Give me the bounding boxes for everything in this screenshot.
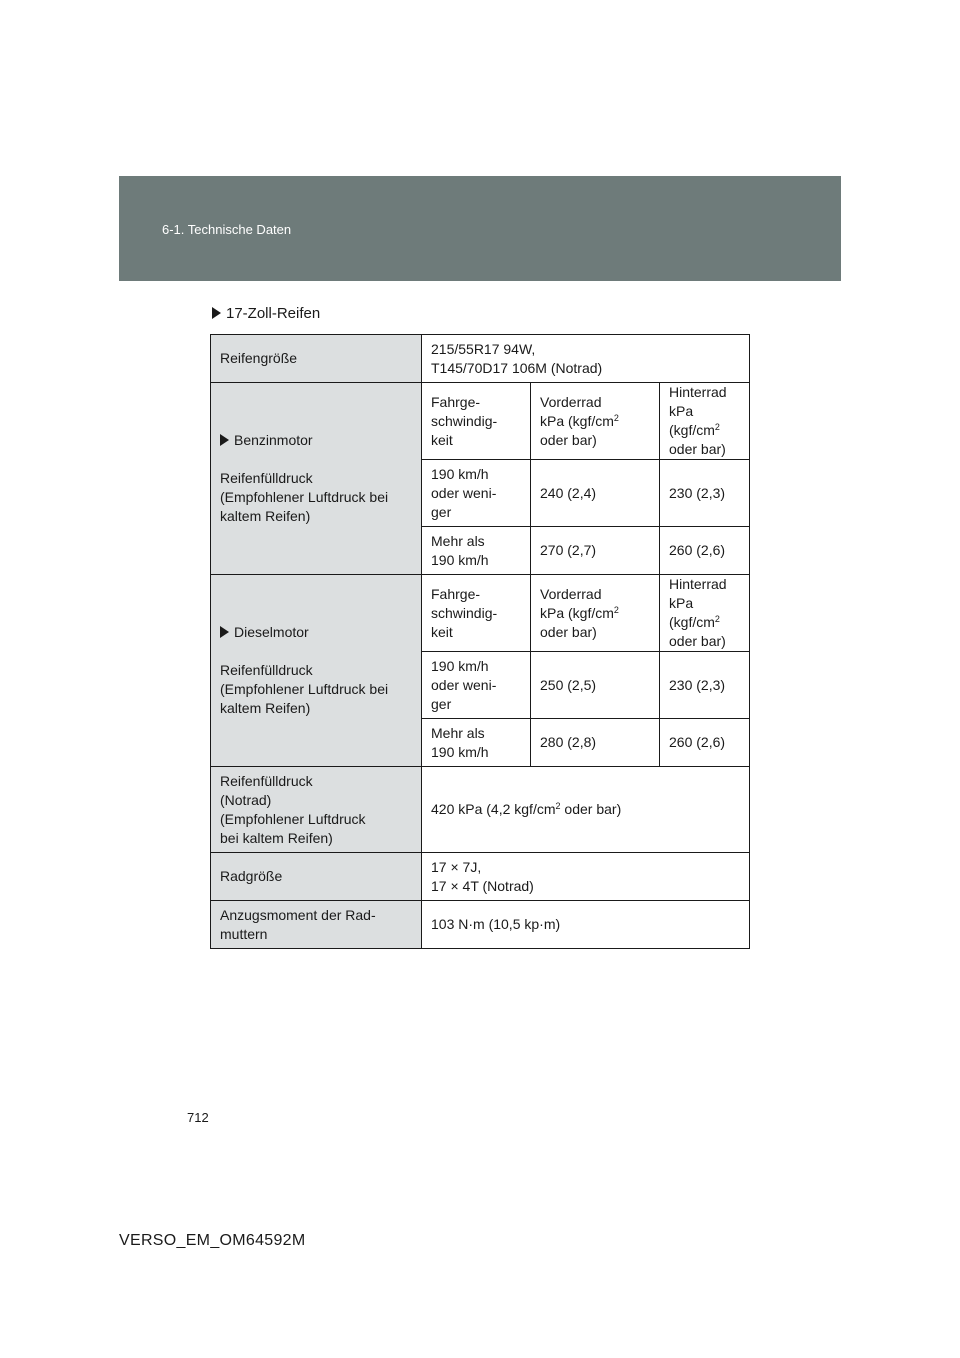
- speed-line: oder weni-: [431, 676, 497, 693]
- tire-size-label: Reifengröße: [211, 335, 422, 383]
- front-header-text: kPa (kgf/cm: [540, 604, 614, 621]
- petrol-label-line: (Empfohlener Luftdruck bei: [220, 489, 389, 505]
- spare-label-line: Reifenfülldruck: [220, 772, 313, 789]
- speed-cell: [422, 719, 531, 767]
- rear-header-line: oder bar): [669, 633, 726, 649]
- page-number: 712: [187, 1110, 209, 1125]
- superscript: 2: [555, 801, 561, 811]
- front-header-line: Vorderrad: [540, 585, 602, 602]
- speed-header: [422, 575, 531, 652]
- front-pressure: 270 (2,7): [531, 527, 660, 575]
- torque-label-line: Anzugsmoment der Rad-: [220, 906, 376, 923]
- subheading-text: 17-Zoll-Reifen: [226, 305, 321, 322]
- row-torque: [211, 901, 750, 949]
- rear-header-line: Hinterrad: [669, 384, 727, 400]
- speed-header-line: Fahrge-: [431, 585, 481, 602]
- front-header: [531, 383, 660, 460]
- front-header-text: kPa (kgf/cm: [540, 412, 614, 429]
- speed-line: oder weni-: [431, 484, 497, 501]
- speed-header-line: schwindig-: [431, 604, 498, 621]
- header-band: [119, 176, 841, 281]
- speed-header-line: schwindig-: [431, 412, 498, 429]
- front-header-line: oder bar): [540, 623, 597, 640]
- speed-line: ger: [431, 695, 452, 712]
- rear-pressure: 260 (2,6): [660, 719, 750, 767]
- speed-cell: [422, 527, 531, 575]
- speed-header-line: keit: [431, 623, 453, 640]
- wheel-size-line1: 17 × 7J,: [431, 858, 482, 875]
- rear-header: [660, 575, 750, 652]
- document-code: VERSO_EM_OM64592M: [119, 1232, 306, 1249]
- wheel-size-line2: 17 × 4T (Notrad): [431, 877, 534, 894]
- speed-header-line: Fahrge-: [431, 393, 481, 410]
- speed-line: 190 km/h: [431, 551, 489, 568]
- speed-cell: [422, 652, 531, 719]
- rear-header-text: kPa (kgf/cm: [669, 403, 715, 438]
- triangle-arrow-icon: [220, 434, 229, 446]
- diesel-label-line: kaltem Reifen): [220, 700, 311, 716]
- tire-size-value: [422, 335, 750, 383]
- triangle-arrow-icon: [212, 307, 221, 319]
- tire-size-line2: T145/70D17 106M (Notrad): [431, 359, 603, 376]
- petrol-label: [211, 383, 422, 575]
- petrol-engine: [220, 431, 412, 450]
- petrol-engine-text: Benzinmotor: [234, 432, 313, 448]
- superscript: 2: [613, 412, 619, 423]
- spare-label: [211, 767, 422, 853]
- row-spare-pressure: [211, 767, 750, 853]
- row-diesel-head: [211, 575, 750, 652]
- tire-spec-table: [210, 334, 750, 949]
- front-header-line: oder bar): [540, 431, 597, 448]
- row-wheel-size: [211, 853, 750, 901]
- rear-header: [660, 383, 750, 460]
- front-header-line: [540, 412, 650, 431]
- spare-label-line: (Notrad): [220, 791, 272, 808]
- torque-value: 103 N·m (10,5 kp·m): [422, 901, 750, 949]
- superscript: 2: [613, 604, 619, 615]
- petrol-label-line: kaltem Reifen): [220, 508, 311, 524]
- diesel-label-line: (Empfohlener Luftdruck bei: [220, 681, 389, 697]
- subheading: [212, 305, 320, 322]
- superscript: 2: [714, 422, 720, 432]
- superscript: 2: [714, 614, 720, 624]
- diesel-label: [211, 575, 422, 767]
- rear-header-line: [669, 402, 740, 440]
- rear-pressure: 230 (2,3): [660, 652, 750, 719]
- rear-header-line: oder bar): [669, 441, 726, 457]
- triangle-arrow-icon: [220, 626, 229, 638]
- front-pressure: 250 (2,5): [531, 652, 660, 719]
- rear-pressure: 260 (2,6): [660, 527, 750, 575]
- diesel-engine-text: Dieselmotor: [234, 624, 309, 640]
- speed-line: 190 km/h: [431, 465, 489, 482]
- row-petrol-head: [211, 383, 750, 460]
- speed-line: 190 km/h: [431, 743, 489, 760]
- spare-value: [422, 767, 750, 853]
- front-header-line: [540, 604, 650, 623]
- spare-label-line: (Empfohlener Luftdruck: [220, 810, 366, 827]
- speed-line: Mehr als: [431, 724, 485, 741]
- diesel-engine: [220, 623, 412, 642]
- rear-header-line: Hinterrad: [669, 576, 727, 592]
- spare-value-suffix: oder bar): [560, 801, 622, 817]
- rear-header-line: [669, 594, 740, 632]
- wheel-size-value: [422, 853, 750, 901]
- rear-header-text: kPa (kgf/cm: [669, 595, 715, 630]
- speed-header: [422, 383, 531, 460]
- rear-pressure: 230 (2,3): [660, 460, 750, 527]
- torque-label: [211, 901, 422, 949]
- petrol-label-line: Reifenfülldruck: [220, 470, 313, 486]
- row-tire-size: [211, 335, 750, 383]
- spare-value-text: 420 kPa (4,2 kgf/cm: [431, 801, 556, 817]
- speed-line: 190 km/h: [431, 657, 489, 674]
- spare-label-line: bei kaltem Reifen): [220, 829, 333, 846]
- tire-size-line1: 215/55R17 94W,: [431, 340, 536, 357]
- section-title: 6-1. Technische Daten: [162, 222, 292, 237]
- front-header: [531, 575, 660, 652]
- torque-label-line: muttern: [220, 925, 268, 942]
- wheel-size-label: Radgröße: [211, 853, 422, 901]
- speed-cell: [422, 460, 531, 527]
- speed-header-line: keit: [431, 431, 453, 448]
- speed-line: Mehr als: [431, 532, 485, 549]
- front-pressure: 240 (2,4): [531, 460, 660, 527]
- front-pressure: 280 (2,8): [531, 719, 660, 767]
- speed-line: ger: [431, 503, 452, 520]
- diesel-label-line: Reifenfülldruck: [220, 662, 313, 678]
- front-header-line: Vorderrad: [540, 393, 602, 410]
